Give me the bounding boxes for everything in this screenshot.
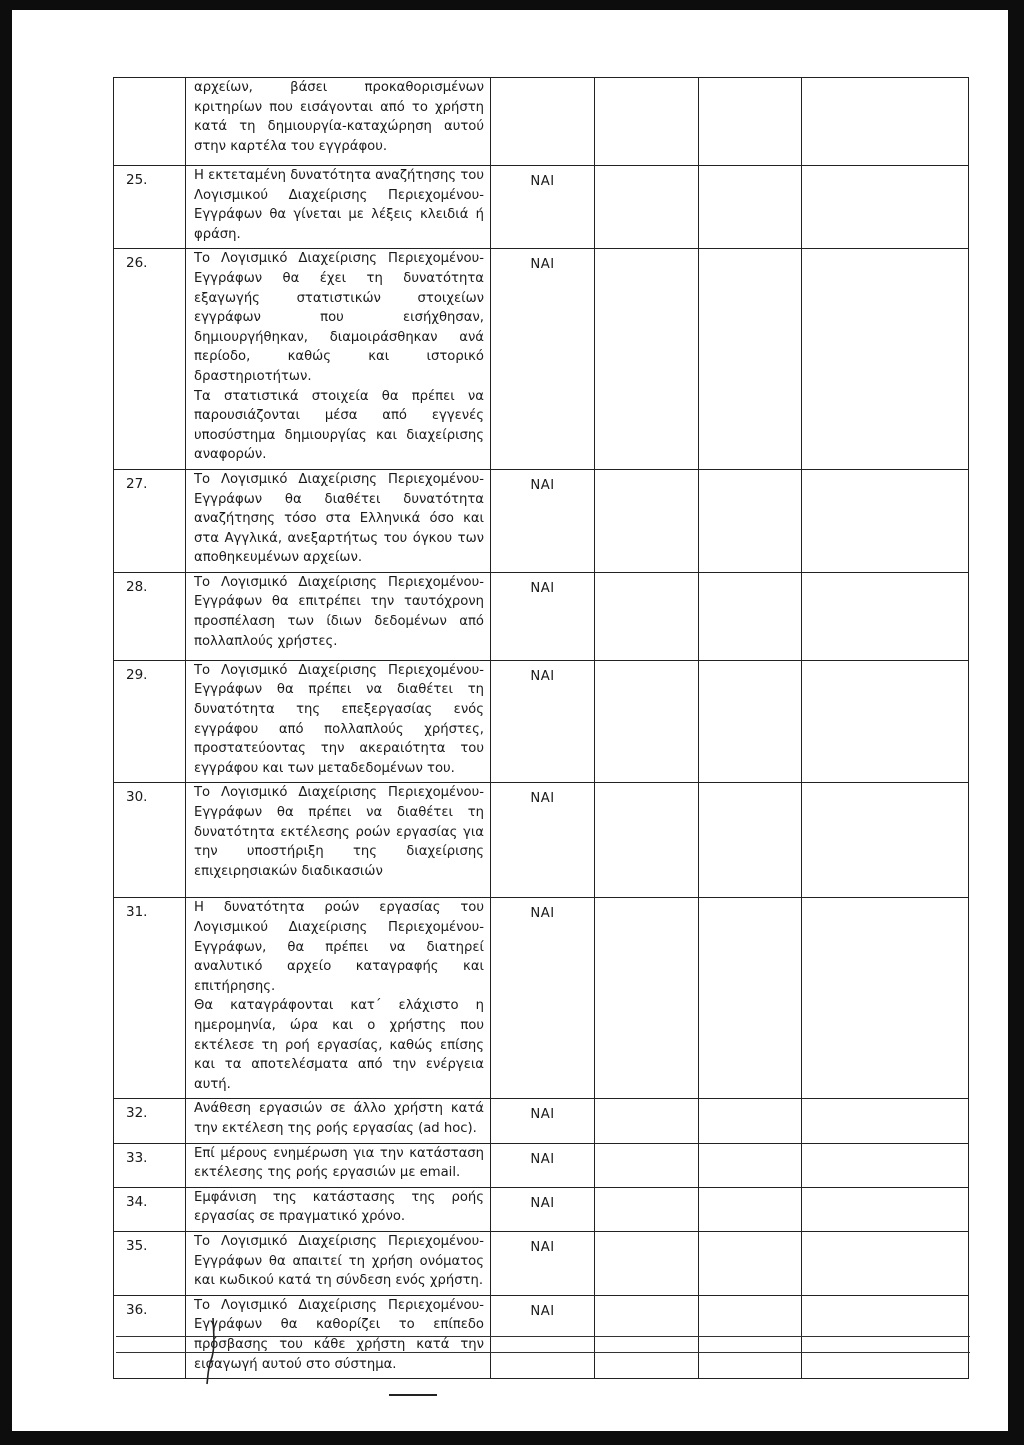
empty-cell	[699, 1099, 802, 1143]
requirement-row	[114, 469, 969, 572]
compliance-answer: ΝΑΙ	[530, 580, 555, 596]
empty-cell	[802, 469, 969, 572]
requirement-paragraph: Το Λογισμικό Διαχείρισης Περιεχομένου-Εγγράφων θα πρέπει να διαθέτει τη δυνατότητα της επεξεργασίας ενός εγγράφου από πολλαπλούς χρήστες, προστατεύοντας την ακεραιότητα του εγγράφου και των μεταδεδομένων του.	[194, 662, 484, 776]
requirement-paragraph: Ανάθεση εργασιών σε άλλο χρήστη κατά την εκτέλεση της ροής εργασίας (ad hoc).	[194, 1101, 484, 1136]
empty-cell	[595, 78, 699, 166]
compliance-answer: ΝΑΙ	[530, 1239, 555, 1255]
footer-dash	[389, 1394, 437, 1396]
requirement-description-cell	[186, 898, 491, 1099]
empty-cell	[699, 660, 802, 783]
scan-edge-bottom	[0, 1431, 1024, 1445]
compliance-cell	[491, 660, 595, 783]
scan-edge-right	[1008, 0, 1024, 1445]
requirement-paragraph: Το Λογισμικό Διαχείρισης Περιεχομένου-Εγγράφων θα απαιτεί τη χρήση ονόματος και κωδικού κατά τη σύνδεση ενός χρήστη.	[194, 1233, 484, 1289]
empty-cell	[802, 898, 969, 1099]
compliance-cell	[491, 1187, 595, 1231]
compliance-cell	[491, 78, 595, 166]
row-number: 28.	[126, 578, 148, 595]
empty-cell	[699, 166, 802, 249]
compliance-cell	[491, 249, 595, 470]
row-number-cell	[114, 1231, 186, 1295]
row-number-cell	[114, 1143, 186, 1187]
compliance-cell	[491, 1099, 595, 1143]
row-number	[114, 78, 185, 98]
empty-cell	[699, 1187, 802, 1231]
compliance-answer: ΝΑΙ	[530, 174, 555, 189]
empty-cell	[699, 469, 802, 572]
empty-cell	[802, 1143, 969, 1187]
empty-cell	[699, 249, 802, 470]
requirement-description-cell	[186, 1187, 491, 1231]
row-number-cell	[114, 1099, 186, 1143]
requirement-paragraph: Το Λογισμικό Διαχείρισης Περιεχομένου-Εγγράφων θα πρέπει να διαθέτει τη δυνατότητα εκτέλεσης ροών εργασίας για την υποστήριξη της διαχείρισης επιχειρησιακών διαδικασιών	[194, 785, 484, 879]
requirement-paragraph: Το Λογισμικό Διαχείρισης Περιεχομένου-Εγγράφων θα επιτρέπει την ταυτόχρονη προσπέλαση των ίδιων δεδομένων από πολλαπλούς χρήστες.	[194, 574, 484, 649]
empty-cell	[699, 1231, 802, 1295]
scan-edge-left	[0, 0, 12, 1445]
empty-cell	[802, 1187, 969, 1231]
requirement-paragraph: Το Λογισμικό Διαχείρισης Περιεχομένου-Εγγράφων θα καθορίζει το επίπεδο πρόσβασης του κάθε χρήστη κατά την εισαγωγή αυτού στο σύστημα.	[194, 1297, 484, 1372]
requirement-paragraph: Η δυνατότητα ροών εργασίας του Λογισμικού Διαχείρισης Περιεχομένου-Εγγράφων, θα πρέπει να διατηρεί αναλυτικό αρχείο καταγραφής και επιτήρησης.	[194, 900, 484, 994]
empty-cell	[802, 1231, 969, 1295]
compliance-cell	[491, 1143, 595, 1187]
requirement-description	[186, 1099, 490, 1142]
row-number: 32.	[126, 1105, 148, 1122]
empty-cell	[802, 1099, 969, 1143]
requirement-row	[114, 1099, 969, 1143]
compliance-cell	[491, 898, 595, 1099]
pen-stroke-mark	[204, 1316, 218, 1386]
row-number-cell	[114, 1187, 186, 1231]
requirement-paragraph: Η εκτεταμένη δυνατότητα αναζήτησης του Λογισμικού Διαχείρισης Περιεχομένου-Εγγράφων θα γίνεται με λέξεις κλειδιά ή φράση.	[194, 168, 484, 242]
empty-cell	[595, 1143, 699, 1187]
requirement-description-cell	[186, 572, 491, 660]
requirement-description-cell	[186, 1099, 491, 1143]
row-number-cell	[114, 78, 186, 166]
empty-cell	[699, 78, 802, 166]
compliance-answer: ΝΑΙ	[530, 1151, 555, 1167]
requirement-description-cell	[186, 249, 491, 470]
empty-cell	[802, 660, 969, 783]
requirement-paragraph: Θα καταγράφονται κατ΄ ελάχιστο η ημερομηνία, ώρα και ο χρήστης που εκτέλεσε τη ροή εργασίας, καθώς επίσης και τα αποτελέσματα από την ενέργεια αυτή.	[194, 998, 484, 1092]
footer-rule-bottom	[116, 1352, 970, 1353]
empty-cell	[802, 572, 969, 660]
row-number-cell	[114, 898, 186, 1099]
empty-cell	[595, 469, 699, 572]
row-number: 34.	[126, 1193, 148, 1210]
requirement-row	[114, 78, 969, 166]
row-number: 36.	[126, 1301, 148, 1318]
requirement-paragraph: αρχείων, βάσει προκαθορισμένων κριτηρίων που εισάγονται από το χρήστη κατά τη δημιουργία-καταχώρηση αυτού στην καρτέλα του εγγράφου.	[194, 80, 484, 154]
empty-cell	[595, 572, 699, 660]
empty-cell	[802, 783, 969, 898]
compliance-cell	[491, 572, 595, 660]
requirement-paragraph: Εμφάνιση της κατάστασης της ροής εργασίας σε πραγματικό χρόνο.	[194, 1189, 484, 1225]
row-number: 27.	[126, 475, 148, 492]
requirement-row	[114, 660, 969, 783]
requirement-description	[186, 78, 490, 160]
compliance-answer: ΝΑΙ	[530, 906, 555, 922]
requirement-row	[114, 572, 969, 660]
requirement-description	[186, 1232, 490, 1295]
requirement-description-cell	[186, 660, 491, 783]
empty-cell	[595, 898, 699, 1099]
requirement-description	[186, 249, 490, 469]
row-number: 31.	[126, 904, 148, 921]
empty-cell	[802, 78, 969, 166]
scan-edge-top	[0, 0, 1024, 10]
row-number-cell	[114, 783, 186, 898]
requirement-description	[186, 573, 490, 655]
empty-cell	[595, 1231, 699, 1295]
requirement-row	[114, 249, 969, 470]
row-number: 29.	[126, 666, 148, 683]
compliance-cell	[491, 166, 595, 249]
empty-cell	[595, 1187, 699, 1231]
requirement-description	[186, 898, 490, 1098]
row-number: 35.	[126, 1237, 148, 1254]
empty-cell	[699, 783, 802, 898]
row-number-cell	[114, 249, 186, 470]
empty-cell	[699, 572, 802, 660]
footer-rule-top	[116, 1336, 970, 1337]
requirement-description-cell	[186, 1231, 491, 1295]
requirements-table-body	[114, 78, 969, 1379]
requirement-description	[186, 166, 490, 248]
compliance-cell	[491, 783, 595, 898]
empty-cell	[699, 1143, 802, 1187]
compliance-answer: ΝΑΙ	[530, 477, 555, 493]
empty-cell	[595, 660, 699, 783]
empty-cell	[595, 166, 699, 249]
empty-cell	[595, 783, 699, 898]
requirement-paragraph: Το Λογισμικό Διαχείρισης Περιεχομένου-Εγγράφων θα έχει τη δυνατότητα εξαγωγής στατιστικών στοιχείων εγγράφων που εισήχθησαν, δημιουργήθηκαν, διαμοιράσθηκαν ανά περίοδο, καθώς και ιστορικό δραστηριοτήτων.	[194, 251, 484, 384]
requirement-row	[114, 166, 969, 249]
compliance-answer: ΝΑΙ	[530, 668, 555, 684]
requirement-row	[114, 1187, 969, 1231]
requirements-table	[113, 77, 969, 1379]
requirement-description	[186, 1188, 490, 1231]
empty-cell	[802, 166, 969, 249]
compliance-answer: ΝΑΙ	[530, 791, 555, 807]
requirement-paragraph: Τα στατιστικά στοιχεία θα πρέπει να παρουσιάζονται μέσα από εγγενές υποσύστημα δημιουργίας και διαχείρισης αναφορών.	[194, 388, 484, 463]
compliance-cell	[491, 469, 595, 572]
requirement-description-cell	[186, 78, 491, 166]
requirement-description	[186, 1144, 490, 1187]
requirement-paragraph: Επί μέρους ενημέρωση για την κατάσταση εκτέλεσης της ροής εργασιών με email.	[194, 1145, 484, 1181]
requirement-description-cell	[186, 166, 491, 249]
empty-cell	[595, 249, 699, 470]
row-number-cell	[114, 166, 186, 249]
requirement-row	[114, 1143, 969, 1187]
requirement-description-cell	[186, 783, 491, 898]
row-number: 33.	[126, 1149, 148, 1166]
compliance-cell	[491, 1231, 595, 1295]
requirement-description-cell	[186, 1143, 491, 1187]
compliance-answer	[491, 78, 594, 86]
requirement-description-cell	[186, 469, 491, 572]
requirement-row	[114, 898, 969, 1099]
row-number-cell	[114, 572, 186, 660]
requirement-row	[114, 1231, 969, 1295]
row-number: 26.	[126, 255, 148, 272]
compliance-answer: ΝΑΙ	[530, 1195, 555, 1211]
empty-cell	[802, 249, 969, 470]
compliance-answer: ΝΑΙ	[530, 1107, 555, 1123]
empty-cell	[699, 898, 802, 1099]
row-number-cell	[114, 660, 186, 783]
requirement-row	[114, 783, 969, 898]
row-number-cell	[114, 469, 186, 572]
requirement-description	[186, 783, 490, 885]
compliance-answer: ΝΑΙ	[530, 257, 555, 273]
requirement-paragraph: Το Λογισμικό Διαχείρισης Περιεχομένου-Εγγράφων θα διαθέτει δυνατότητα αναζήτησης τόσο στα Ελληνικά όσο και στα Αγγλικά, ανεξαρτήτως του όγκου των αποθηκευμένων αρχείων.	[194, 471, 484, 566]
row-number: 25.	[126, 172, 148, 188]
compliance-answer: ΝΑΙ	[530, 1303, 555, 1319]
empty-cell	[595, 1099, 699, 1143]
requirement-description	[186, 661, 490, 783]
requirement-description	[186, 470, 490, 572]
row-number: 30.	[126, 789, 148, 806]
